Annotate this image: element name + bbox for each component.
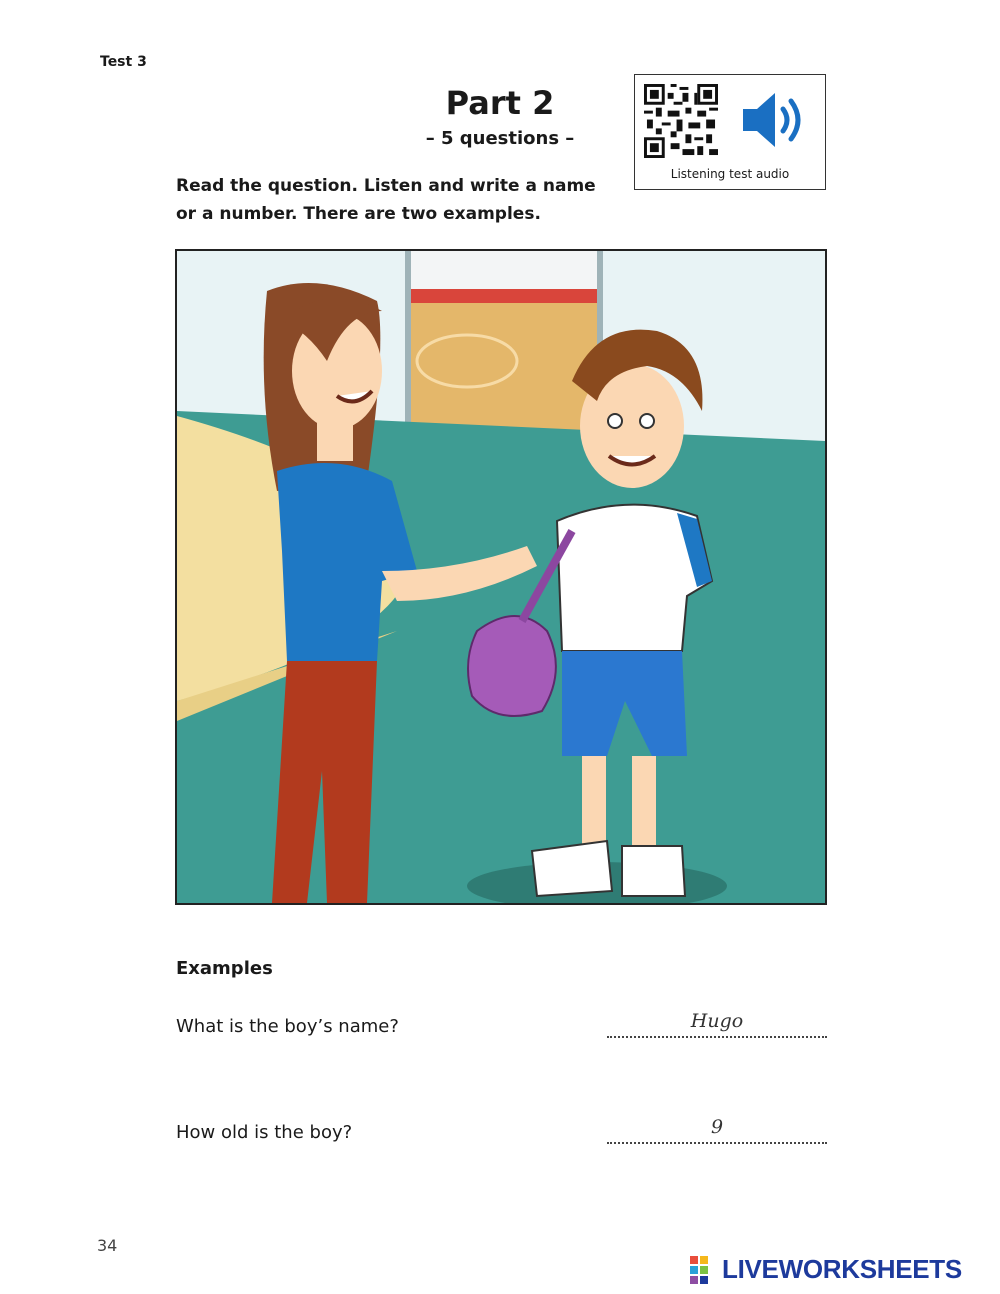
part-subtitle: – 5 questions – — [425, 128, 575, 149]
example-answer-2[interactable] — [607, 1116, 827, 1144]
liveworksheets-logo-icon — [690, 1256, 718, 1286]
speaker-icon[interactable] — [739, 89, 809, 151]
example-answer-1-text: Hugo — [690, 1010, 744, 1032]
example-question-2: How old is the boy? — [176, 1122, 353, 1143]
brand-text: LIVEWORKSHEETS — [722, 1254, 962, 1284]
example-question-1: What is the boy’s name? — [176, 1016, 399, 1037]
test-label: Test 3 — [100, 54, 147, 70]
classroom-illustration — [175, 249, 827, 905]
instructions: Read the question. Listen and write a name or a number. There are two examples. — [176, 176, 596, 224]
qr-code-icon[interactable] — [644, 83, 718, 159]
example-answer-1[interactable] — [607, 1010, 827, 1038]
audio-box[interactable] — [634, 74, 826, 190]
examples-heading: Examples — [176, 958, 273, 979]
audio-label: Listening test audio — [670, 167, 790, 181]
page-number: 34 — [97, 1236, 118, 1255]
part-title: Part 2 — [445, 84, 555, 122]
example-answer-2-text: 9 — [710, 1116, 724, 1138]
